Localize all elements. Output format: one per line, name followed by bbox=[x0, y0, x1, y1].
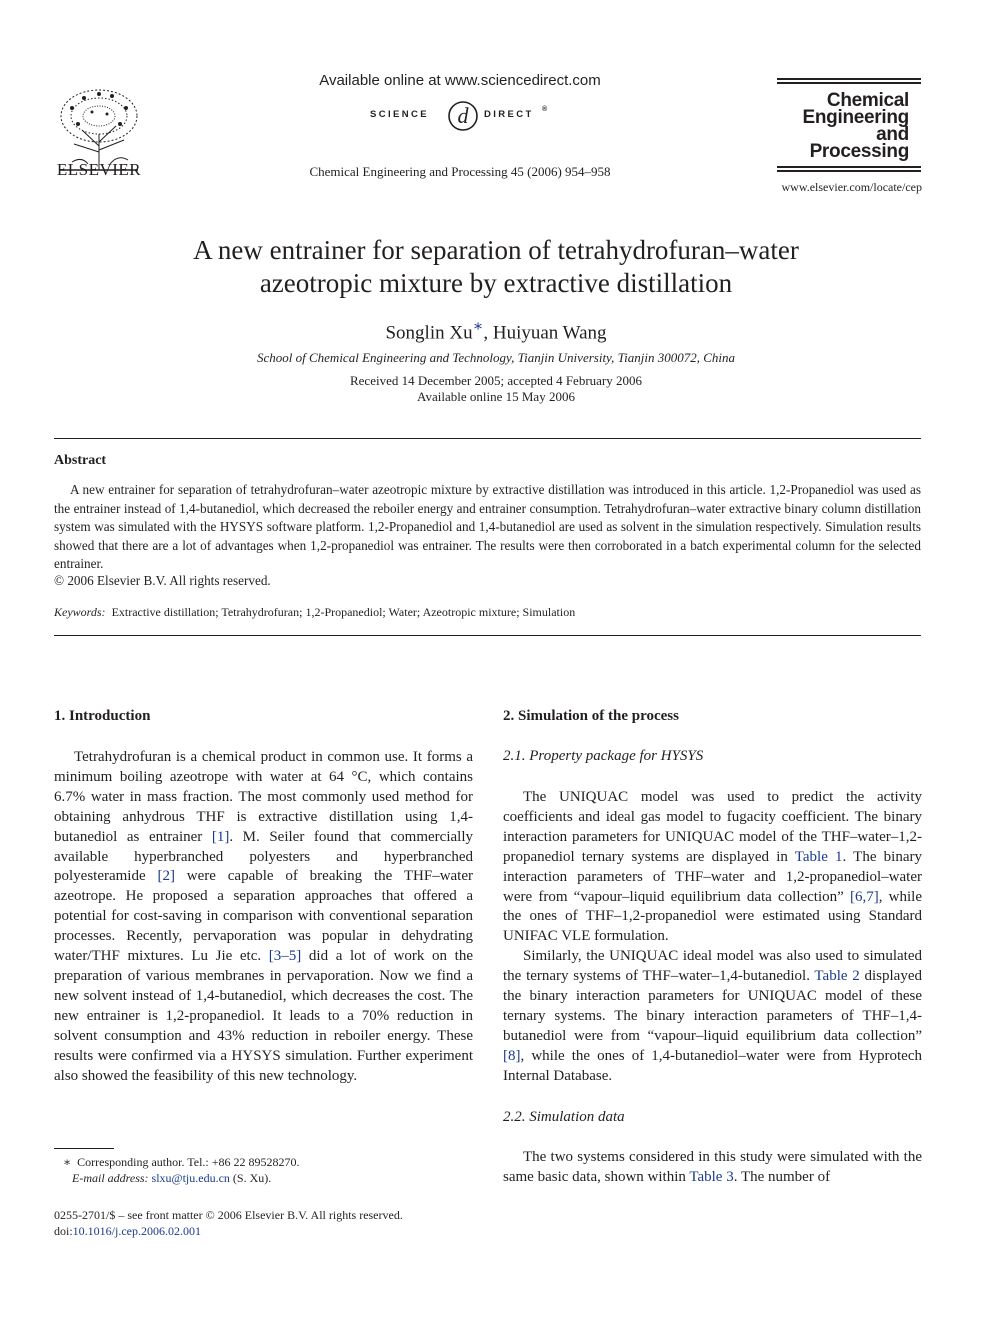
sim-text-3a: The two systems considered in this study were simulated with the same basic data, shown within bbox=[503, 1149, 922, 1185]
property-package-paragraph-2 bbox=[503, 947, 922, 1086]
footnote-corresponding-text: Corresponding author. Tel.: +86 22 89528270. bbox=[77, 1155, 300, 1169]
divider-top bbox=[54, 438, 921, 439]
reference-link-2[interactable]: [2] bbox=[157, 868, 175, 885]
footnote-email bbox=[54, 1170, 300, 1186]
keywords bbox=[54, 605, 575, 620]
author-separator: , bbox=[483, 322, 493, 344]
introduction-body bbox=[54, 748, 473, 1086]
sd-registered-mark: ® bbox=[542, 106, 548, 113]
journal-logo-line-3: and bbox=[876, 124, 909, 145]
abstract-heading: Abstract bbox=[54, 453, 107, 468]
email-link[interactable]: slxu@tju.edu.cn bbox=[151, 1171, 230, 1185]
sd-right-text: DIRECT bbox=[484, 109, 534, 120]
doi-line bbox=[54, 1223, 403, 1239]
keywords-list: Extractive distillation; Tetrahydrofuran; 1,2-Propanediol; Water; Azeotropic mixture; Simulation bbox=[111, 605, 576, 619]
sim-text-2b: displayed the binary interaction parameters for UNIQUAC model of these ternary systems. The binary interaction parameters of THF–1,4-butanediol were from “vapour–liquid equilibrium data collection” bbox=[503, 968, 922, 1044]
table-1-link[interactable]: Table 1 bbox=[794, 848, 843, 865]
doi-link[interactable]: 10.1016/j.cep.2006.02.001 bbox=[72, 1224, 201, 1238]
journal-logo bbox=[777, 78, 921, 174]
available-online-line: Available online at www.sciencedirect.com bbox=[319, 72, 601, 89]
front-matter bbox=[54, 1207, 403, 1239]
journal-citation-line: Chemical Engineering and Processing 45 (2006) 954–958 bbox=[309, 164, 611, 179]
journal-logo-title bbox=[777, 86, 921, 166]
journal-url[interactable]: www.elsevier.com/locate/cep bbox=[781, 180, 922, 194]
footnote bbox=[54, 1154, 300, 1186]
logo-rule-top bbox=[777, 78, 921, 80]
email-owner: (S. Xu). bbox=[232, 1171, 272, 1185]
article-title bbox=[96, 234, 896, 300]
footnote-rule bbox=[54, 1148, 114, 1149]
logo-rule-bottom bbox=[777, 166, 921, 168]
intro-text-2: . M. Seiler found that commercially available hyperbranched polyesters and hyperbranched polyesteramide bbox=[54, 828, 473, 885]
title-line-1: A new entrainer for separation of tetrahydrofuran–water bbox=[193, 235, 799, 265]
simulation-data-body bbox=[503, 1148, 922, 1188]
online-date: Available online 15 May 2006 bbox=[417, 389, 575, 404]
doi-label: doi: bbox=[54, 1224, 73, 1238]
sim-text-3b: . The number of bbox=[733, 1168, 831, 1185]
divider-bottom bbox=[54, 635, 921, 636]
sciencedirect-d-icon bbox=[446, 98, 480, 134]
table-3-link[interactable]: Table 3 bbox=[689, 1168, 734, 1185]
subsection-heading-property-package: 2.1. Property package for HYSYS bbox=[503, 748, 704, 764]
keywords-label: Keywords: bbox=[54, 605, 106, 619]
author-list bbox=[96, 316, 896, 344]
author-2: Huiyuan Wang bbox=[492, 322, 607, 344]
article-dates bbox=[96, 373, 896, 405]
property-package-body bbox=[503, 788, 922, 1087]
affiliation: School of Chemical Engineering and Technology, Tianjin University, Tianjin 300072, China bbox=[257, 350, 735, 365]
intro-text-1: Tetrahydrofuran is a chemical product in common use. It forms a minimum boiling azeotrope with water at 64 °C, which contains 6.7% water in mass fraction. The most commonly used method for obtaining anhydrous THF is extractive distillation using 1,4-butanediol as entrainer bbox=[54, 749, 473, 845]
author-1: Songlin Xu bbox=[385, 322, 473, 344]
sim-text-1b: . The binary interaction parameters of THF–water and 1,2-propanediol–water were from “vapour–liquid equilibrium data collection” bbox=[503, 848, 922, 905]
reference-link-6-7[interactable]: [6,7] bbox=[850, 888, 879, 905]
reference-link-3-5[interactable]: [3–5] bbox=[268, 948, 302, 965]
abstract-copyright: © 2006 Elsevier B.V. All rights reserved. bbox=[54, 573, 271, 588]
publisher-name: ELSEVIER bbox=[56, 160, 142, 179]
received-date: Received 14 December 2005; accepted 4 February 2006 bbox=[349, 373, 643, 388]
title-line-2: azeotropic mixture by extractive distillation bbox=[259, 268, 733, 298]
logo-rule-top-2 bbox=[777, 82, 921, 84]
sd-left-text: SCIENCE bbox=[370, 109, 430, 120]
section-heading-introduction: 1. Introduction bbox=[54, 708, 151, 724]
simulation-data-paragraph bbox=[503, 1148, 922, 1188]
journal-logo-line-4: Processing bbox=[809, 141, 909, 162]
corresponding-author-mark[interactable]: ∗ bbox=[472, 318, 484, 335]
footnote-corresponding bbox=[54, 1154, 300, 1170]
introduction-paragraph bbox=[54, 748, 473, 1086]
sim-text-1a: The UNIQUAC model was used to predict the activity coefficients and ideal gas model to fugacity coefficient. The binary interaction parameters for UNIQUAC model of the THF–water–1,2-propanediol ternary systems are displayed in bbox=[503, 789, 922, 865]
intro-text-4: did a lot of work on the preparation of various membranes in pervaporation. Now we find a new solvent instead of 1,4-butanediol, which decreases the cost. The new entrainer is 1,2-propanediol. It leads to a 70% reduction in solvent consumption and 43% reduction in reboiler energy. These results were confirmed via a HYSYS simulation. Further experiment also showed the feasibility of this new technology. bbox=[54, 948, 474, 1084]
sim-text-1c: , while the ones of THF–1,2-propanediol were estimated using Standard UNIFAC VLE formulation. bbox=[503, 888, 923, 945]
reference-link-1[interactable]: [1] bbox=[211, 828, 230, 845]
journal-logo-line-1: Chemical bbox=[826, 90, 909, 111]
property-package-paragraph-1 bbox=[503, 788, 922, 947]
subsection-heading-simulation-data: 2.2. Simulation data bbox=[503, 1109, 625, 1125]
abstract-text: A new entrainer for separation of tetrahydrofuran–water azeotropic mixture by extractive distillation was introduced in this article. 1,2-Propanediol was used as the entrainer instead of 1,4-butanediol, which decreased the reboiler energy and entrainer consumption. Tetrahydrofuran–water extractive binary column distillation system was simulated with the HYSYS software platform. 1,2-Propanediol and 1,4-butanediol are used as solvent in the simulation respectively. Simulation results showed that there are a lot of advantages when 1,2-propanediol was entrainer. The results were then corroborated in a batch experimental column for the selected entrainer. bbox=[54, 482, 921, 572]
sciencedirect-logo bbox=[360, 98, 560, 134]
sim-text-2a: Similarly, the UNIQUAC ideal model was also used to simulated the ternary systems of THF–water–1,4-butanediol. bbox=[503, 948, 922, 985]
email-label: E-mail address: bbox=[72, 1171, 149, 1185]
journal-logo-line-2: Engineering bbox=[802, 107, 909, 128]
section-heading-simulation: 2. Simulation of the process bbox=[503, 708, 679, 724]
sim-text-2c: , while the ones of 1,4-butanediol–water were from Hyprotech Internal Database. bbox=[503, 1047, 922, 1084]
logo-rule-bottom-2 bbox=[777, 170, 921, 172]
table-2-link[interactable]: Table 2 bbox=[814, 968, 860, 985]
footnote-mark: ∗ bbox=[63, 1155, 72, 1169]
svg-text:d: d bbox=[457, 103, 469, 128]
intro-text-3: were capable of breaking the THF–water azeotrope. He proposed a separation approaches that offered a potential for cost-saving in comparison with conventional separation processes. Recently, pervaporation was popular in dehydrating water/THF mixtures. Lu Jie etc. bbox=[54, 868, 474, 965]
issn-line: 0255-2701/$ – see front matter © 2006 Elsevier B.V. All rights reserved. bbox=[54, 1208, 403, 1222]
reference-link-8[interactable]: [8] bbox=[503, 1047, 521, 1064]
